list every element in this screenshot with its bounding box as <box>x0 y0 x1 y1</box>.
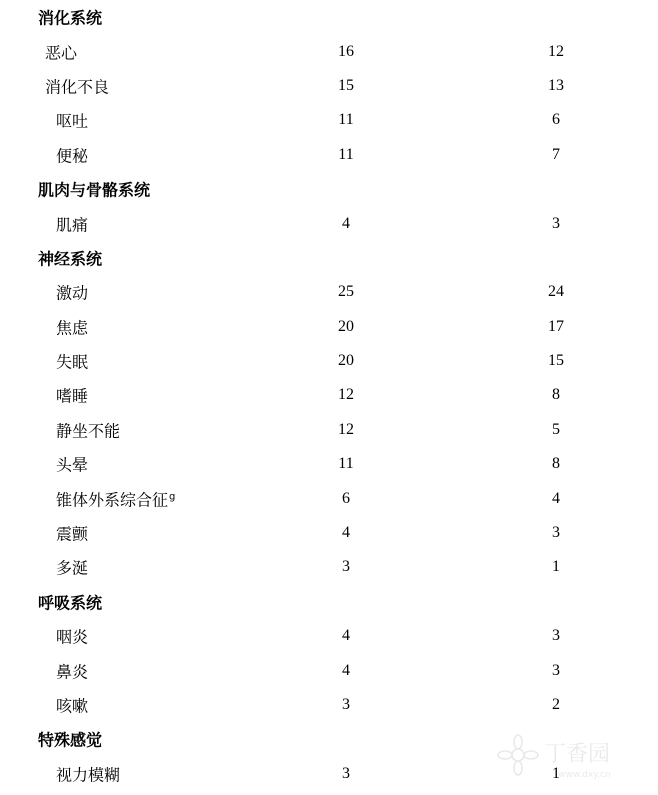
value-cell-2: 7 <box>552 145 560 163</box>
item-label <box>56 556 88 579</box>
item-label <box>45 40 77 63</box>
value-cell-2: 15 <box>548 352 564 370</box>
category-label: 消化系统 <box>38 8 103 28</box>
item-label-text: 便秘 <box>56 146 89 166</box>
value-cell-1: 11 <box>338 455 354 473</box>
value-cell-1: 4 <box>342 627 350 645</box>
item-label <box>56 315 88 338</box>
watermark-url: www.dxy.cn <box>558 770 611 780</box>
item-label <box>56 522 88 545</box>
value-cell-1: 11 <box>338 145 354 163</box>
value-cell-2: 3 <box>552 214 560 232</box>
value-cell-2: 12 <box>548 42 564 60</box>
item-label <box>56 143 88 166</box>
item-label-text: 咽炎 <box>56 627 89 647</box>
item-label <box>56 109 88 132</box>
value-cell-1: 4 <box>342 214 350 232</box>
value-cell-2: 4 <box>552 489 560 507</box>
value-cell-1: 3 <box>342 696 350 713</box>
category-label: 肌肉与骨骼系统 <box>38 180 151 200</box>
value-cell-2: 3 <box>552 627 560 645</box>
item-label-text: 静坐不能 <box>56 421 121 441</box>
item-label-text: 鼻炎 <box>56 662 89 682</box>
table-row <box>0 619 658 653</box>
watermark-text: 丁香园 <box>544 742 611 767</box>
value-cell-2: 1 <box>552 558 560 576</box>
item-label <box>56 487 175 510</box>
item-label <box>56 659 88 682</box>
footnote-marker: g <box>169 491 176 503</box>
table-row <box>0 206 658 240</box>
table-row <box>0 653 658 687</box>
value-cell-1: 15 <box>338 76 354 94</box>
item-label-text: 视力模糊 <box>56 765 121 785</box>
watermark-logo <box>494 731 644 783</box>
item-label <box>56 762 120 785</box>
value-cell-1: 3 <box>342 764 350 782</box>
item-label-text: 头晕 <box>56 455 89 475</box>
table-row <box>0 103 658 137</box>
value-cell-2: 17 <box>548 317 564 335</box>
table-row <box>0 378 658 412</box>
value-cell-2: 3 <box>552 524 560 542</box>
item-label <box>56 384 88 407</box>
value-cell-2: 13 <box>548 76 564 94</box>
value-cell-2: 8 <box>552 386 560 404</box>
item-label-text: 肌痛 <box>56 215 89 235</box>
item-label-text: 焦虑 <box>56 318 89 338</box>
table-row <box>0 69 658 103</box>
value-cell-1: 12 <box>338 386 354 404</box>
table-row <box>0 550 658 584</box>
value-cell-1: 4 <box>342 524 350 542</box>
item-label <box>56 418 120 441</box>
table-row <box>0 138 658 172</box>
item-label-text: 消化不良 <box>45 77 110 97</box>
flower-logo-icon <box>494 731 644 783</box>
item-label <box>56 350 88 373</box>
item-label <box>56 453 88 476</box>
category-row <box>0 172 658 206</box>
value-cell-1: 3 <box>342 558 350 576</box>
value-cell-1: 25 <box>338 283 354 301</box>
table-row <box>0 516 658 550</box>
value-cell-1: 6 <box>342 489 350 507</box>
item-label-text: 激动 <box>56 283 89 303</box>
value-cell-2: 6 <box>552 111 560 129</box>
value-cell-2: 24 <box>548 283 564 301</box>
category-row <box>0 585 658 619</box>
category-label: 神经系统 <box>38 249 103 269</box>
table-row <box>0 688 658 722</box>
value-cell-1: 16 <box>338 42 354 60</box>
table-row <box>0 275 658 309</box>
category-row <box>0 0 658 34</box>
item-label-text: 震颤 <box>56 524 89 544</box>
category-label: 呼吸系统 <box>38 593 103 613</box>
value-cell-1: 11 <box>338 111 354 129</box>
item-label-text: 咳嗽 <box>56 696 89 716</box>
item-label-text: 失眠 <box>56 352 89 372</box>
value-cell-2: 1 <box>552 764 560 782</box>
item-label <box>56 625 88 648</box>
value-cell-1: 4 <box>342 661 350 679</box>
item-label <box>45 74 109 97</box>
table-row <box>0 447 658 481</box>
category-label: 特殊感觉 <box>38 730 103 750</box>
item-label-text: 呕吐 <box>56 111 89 131</box>
table-row <box>0 344 658 378</box>
item-label-text: 嗜睡 <box>56 386 89 406</box>
value-cell-2: 8 <box>552 455 560 473</box>
table-row <box>0 481 658 515</box>
value-cell-2: 3 <box>552 661 560 679</box>
item-label <box>56 694 88 717</box>
value-cell-1: 20 <box>338 317 354 335</box>
item-label-text: 多涎 <box>56 558 89 578</box>
category-row <box>0 241 658 275</box>
value-cell-1: 20 <box>338 352 354 370</box>
table-row <box>0 310 658 344</box>
item-label <box>56 281 88 304</box>
item-label <box>56 212 88 235</box>
item-label-text: 锥体外系综合征 <box>56 490 169 510</box>
table-row <box>0 413 658 447</box>
value-cell-2: 2 <box>552 696 560 713</box>
item-label-text: 恶心 <box>45 43 78 63</box>
value-cell-2: 5 <box>552 420 560 438</box>
value-cell-1: 12 <box>338 420 354 438</box>
table-row <box>0 34 658 68</box>
